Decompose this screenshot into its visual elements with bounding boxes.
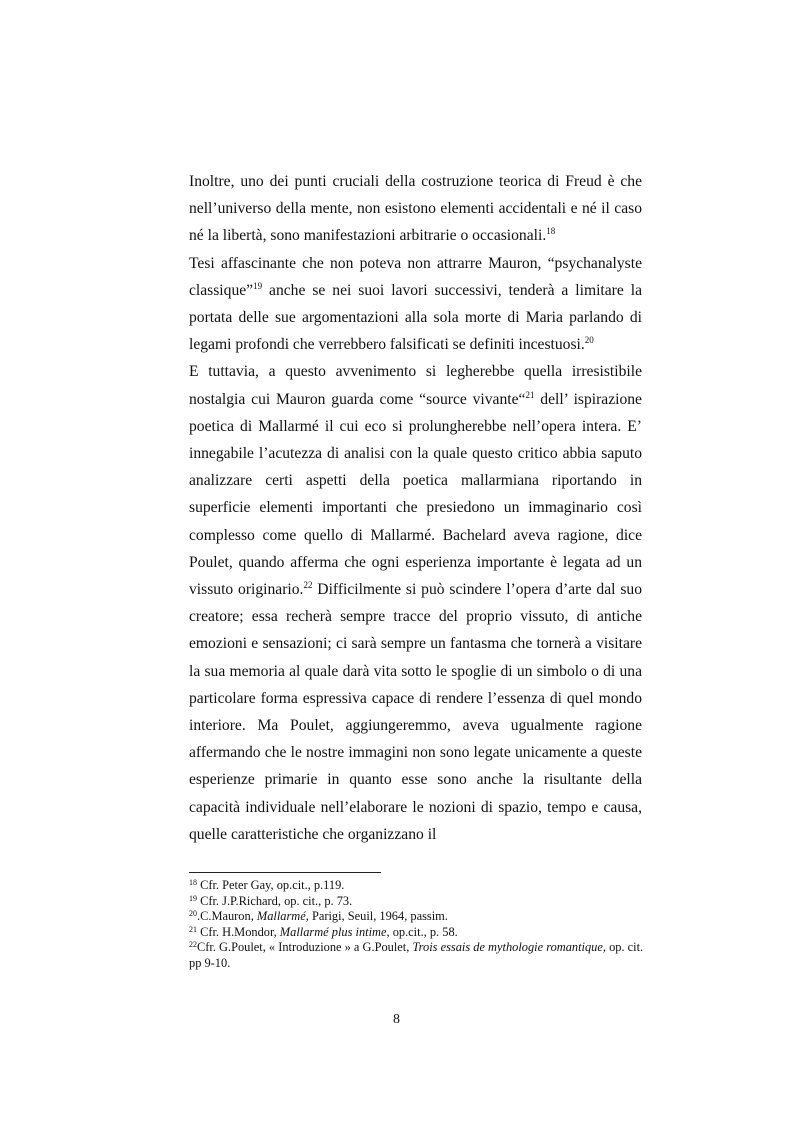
text-run: Cfr. J.P.Richard, op. cit., p. 73. (197, 893, 353, 908)
footnote (189, 894, 644, 910)
text-run: .C.Mauron, (197, 909, 257, 924)
text-run: E tuttavia, a questo avvenimento si legherebbe quella irresistibile nostalgia cui Mauron guarda come “source vivante“ (189, 363, 642, 408)
footnotes (189, 878, 644, 972)
text-run: dell’ ispirazione poetica di Mallarmé il cui eco si prolungherebbe nell’opera intera. E’ innegabile l’acutezza di analisi con la quale questo critico abbia saputo analizzare certi aspetti della poetica mallarmiana riportando in superficie elementi importanti che presiedono un immaginario così complesso come quello di Mallarmé. Bachelard aveva ragione, dice Poulet, quando afferma che ogni esperienza importante è legata ad un vissuto originario. (189, 390, 642, 599)
footnote-ref: 21 (189, 924, 197, 934)
footnote (189, 925, 644, 941)
footnote-ref: 18 (546, 226, 556, 237)
text-run: Inoltre, uno dei punti cruciali della costruzione teorica di Freud è che nell’universo della mente, non esistono elementi accidentali e né il caso né la libertà, sono manifestazioni arbitrarie o occasionali. (189, 173, 642, 245)
page-number: 8 (393, 1012, 400, 1027)
paragraph (189, 358, 642, 848)
text-run: Difficilmente si può scindere l’opera d’arte dal suo creatore; essa recherà sempre tracce del proprio vissuto, di antiche emozioni e sensazioni; ci sarà sempre un fantasma che tornerà a visitare la sua memoria al quale darà vita sotto le spoglie di un simbolo o di una particolare forma espressiva capace di rendere l’essenza di quel mondo interiore. Ma Poulet, aggiungeremmo, aveva ugualmente ragione affermando che le nostre immagini non sono legate unicamente a queste esperienze primarie in quanto esse sono anche la risultante della capacità individuale nell’elaborare le nozioni di spazio, tempo e causa, quelle caratteristiche che organizzano il (189, 581, 643, 843)
footnote (189, 940, 644, 971)
footnote-ref: 19 (253, 280, 263, 291)
footnote (189, 878, 644, 894)
text-run: Cfr. G.Poulet, « Introduzione » a G.Poulet, (197, 940, 413, 955)
body-text (189, 168, 642, 848)
text-run: Cfr. H.Mondor, (197, 924, 280, 939)
footnote-ref: 22 (189, 940, 197, 950)
paragraph (189, 168, 642, 250)
footnote-ref: 20 (189, 909, 197, 919)
footnote-separator (189, 872, 381, 873)
text-run: Parigi, Seuil, 1964, passim. (308, 909, 448, 924)
footnote-ref: 22 (303, 580, 313, 591)
footnote-ref: 20 (584, 335, 594, 346)
footnote-ref: 21 (525, 389, 535, 400)
paragraph (189, 250, 642, 359)
text-run: Cfr. Peter Gay, op.cit., p.119. (197, 878, 345, 892)
italic-title: Mallarmé, (256, 909, 309, 924)
footnote-ref: 19 (189, 893, 197, 903)
text-run: anche se nei suoi lavori successivi, tenderà a limitare la portata delle sue argomentazioni alla sola morte di Maria parlando di legami profondi che verrebbero falsificati se definiti incestuosi. (189, 281, 642, 354)
italic-title: Trois essais de mythologie romantique, (412, 940, 606, 955)
italic-title: Mallarmé plus intime, (279, 924, 390, 939)
text-run: Tesi affascinante che non poteva non attrarre Mauron, “psychanalyste classique” (189, 254, 642, 299)
text-run: op. cit. pp 9-10. (189, 940, 644, 970)
footnote-ref: 18 (189, 878, 197, 887)
footnote (189, 909, 644, 925)
text-run: op.cit., p. 58. (389, 924, 458, 939)
